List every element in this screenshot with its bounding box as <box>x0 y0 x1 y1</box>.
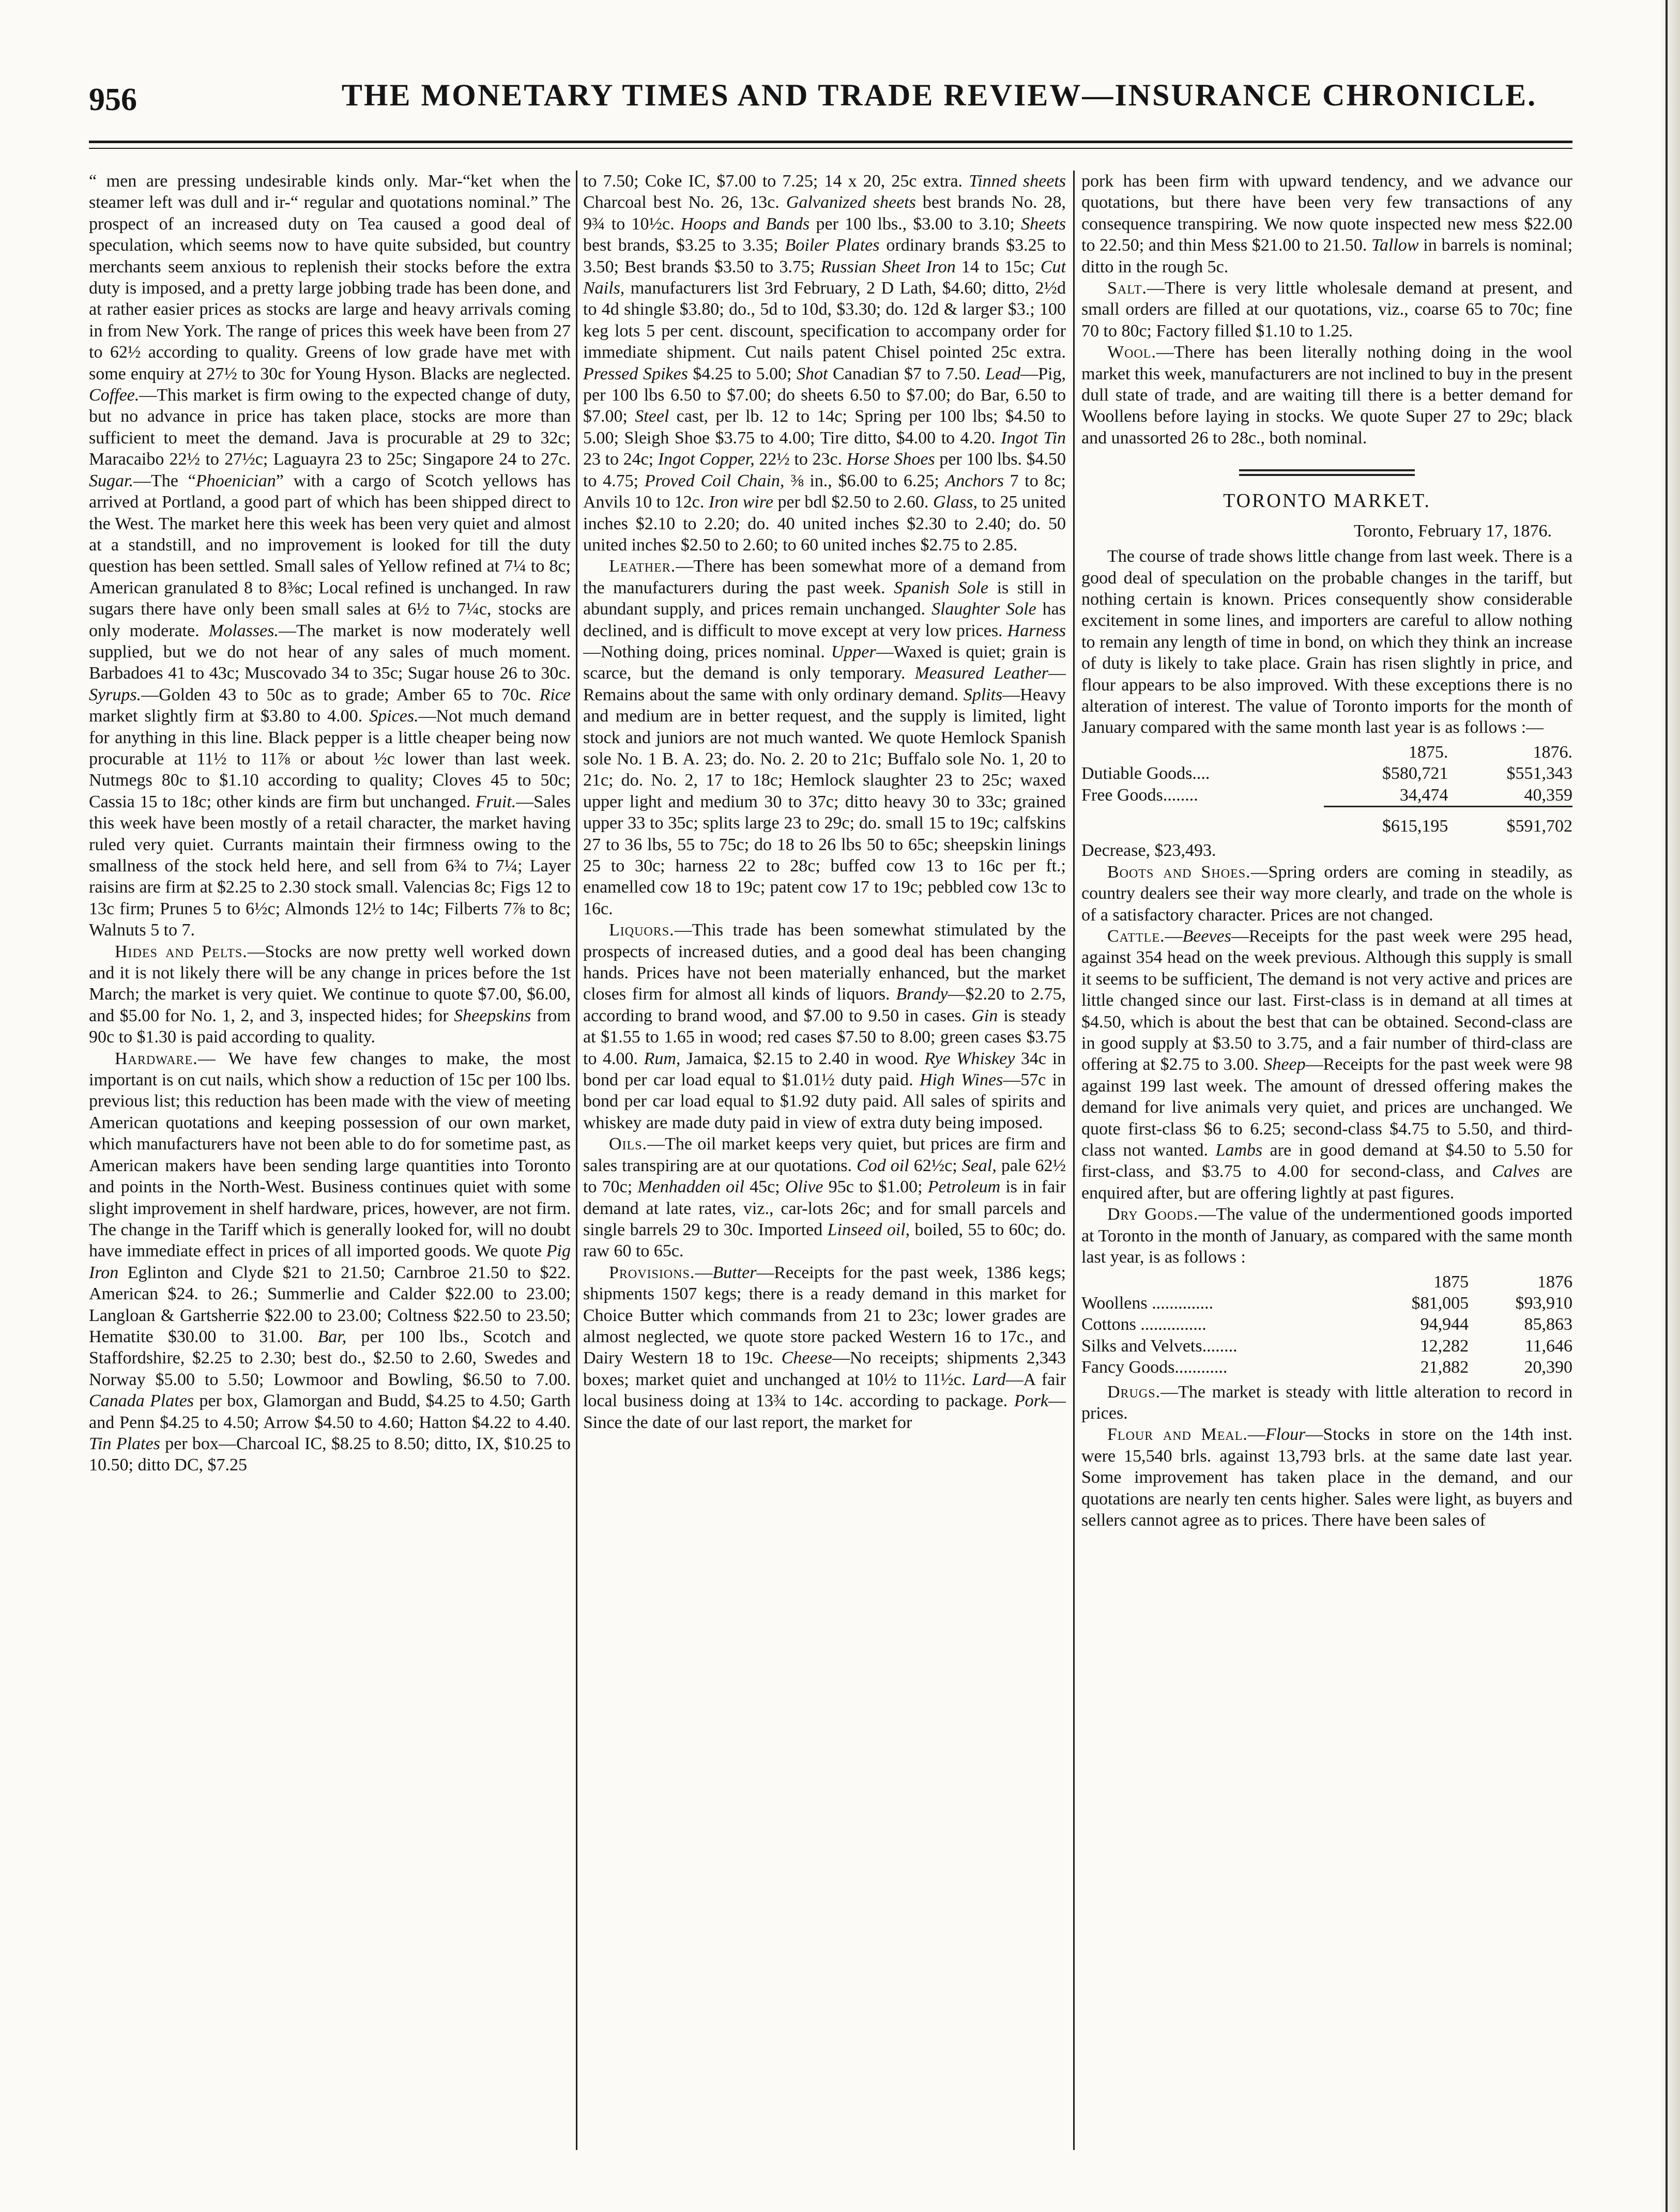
toronto-market-title: TORONTO MARKET. <box>1223 490 1431 512</box>
rice-label: Rice <box>539 685 571 704</box>
section-separator <box>1239 469 1415 476</box>
column-divider-1 <box>576 171 577 2150</box>
running-head-title: THE MONETARY TIMES AND TRADE REVIEW—INSURANCE CHRONICLE. <box>341 78 1537 112</box>
tea-paragraph: “ men are pressing undesirable kinds only. Mar-“ket when the steamer left was dull and ir-“ regular and quotations nominal.” The prospect of an increased duty on Tea caused a good deal of speculation, which seems now to have quite subsided, but country merchants seem anxious to replenish their stocks before the extra duty is imposed, and a pretty large jobbing trade has been done, and at rather easier prices as stocks are large and heavy arrivals coming in from New York. The range of prices this week have been from 27 to 62½ according to quality. Greens of low grade have met with some enquiry at 27½ to 30c for Young Hyson. Blacks are neglected. Coffee.—This market is firm owing to the expected change of duty, but no advance in price has taken place, stocks are more than sufficient to meet the demand. Java is procurable at 29 to 32c; Maracaibo 22½ to 27½c; Laguayra 23 to 25c; Singapore 24 to 27c. Sugar.—The “Phoenician” with a cargo of Scotch yellows has arrived at Portland, a good part of which has been shipped direct to the West. The market here this week has been very quiet and almost at a standstill, and no improvement is looked for till the duty question has been settled. Small sales of Yellow refined at 7¼ to 8c; American granulated 8 to 8⅜c; Local refined is unchanged. In raw sugars there have only been small sales at 6½ to 7¼c, stocks are only moderate. Molasses.—The market is now moderately well supplied, but we do not hear of any sales of much moment. Barbadoes 41 to 43c; Muscovado 34 to 35c; Sugar house 26 to 30c. Syrups.—Golden 43 to 50c as to grade; Amber 65 to 70c. Rice market slightly firm at $3.80 to 4.00. Spices.—Not much demand for anything in this line. Black pepper is a little cheaper being now procurable at 11½ to 11⅞ or about ½c lower than last week. Nutmegs 80c to $1.10 according to quality; Cloves 45 to 50c; Cassia 15 to 18c; other kinds are firm but unchanged. Fruit.—Sales this week have been mostly of a retail character, the market having ruled very quiet. Currants maintain their firmness owing to the smallness of the stock held here, and sell from 6¾ to 7¼; Layer raisins are firm at $2.25 to 2.30 stock small. Valencias 8c; Figs 12 to 13c firm; Prunes 5 to 6½c; Almonds 12½ to 14c; Filberts 7⅞ to 8c; Walnuts 5 to 7. <box>89 172 571 940</box>
header-rule-thin <box>89 148 1572 149</box>
molasses-label: Molasses. <box>208 621 279 640</box>
table-row: Woollens .............. $81,005 $93,910 <box>1081 1293 1572 1313</box>
spices-label: Spices. <box>369 706 419 726</box>
imports-year-1875: 1875. <box>1408 742 1448 762</box>
pork-continued-paragraph: pork has been firm with upward tendency, and we advance our quotations, but there have been very few transactions of any consequence transpiring. We now quote inspected new mess $22.00 to 22.50; and thin Mess $21.00 to 21.50. Tallow in barrels is nominal; ditto in the rough 5c. <box>1081 172 1572 276</box>
oils-paragraph: Oils.—The oil market keeps very quiet, but prices are firm and sales transpiring are at our quotations. Cod oil 62½c; Seal, pale 62½ to 70c; Menhadden oil 45c; Olive 95c to $1.00; Petroleum is in fair demand at late rates, viz., car-lots 26c; and for small parcels and single barrels 29 to 30c. Imported Linseed oil, boiled, 55 to 60c; do. raw 60 to 65c. <box>583 1134 1066 1261</box>
drugs-paragraph: Drugs.—The market is steady with little alteration to record in prices. <box>1081 1382 1572 1423</box>
imports-table-header <box>1081 742 1572 763</box>
page-edge-line <box>1666 0 1668 2212</box>
fruit-label: Fruit. <box>475 792 516 811</box>
provisions-paragraph: Provisions.—Butter—Receipts for the past week, 1386 kegs; shipments 1507 kegs; there is a ready demand in this market for Choice Butter which commands from 21 to 23c; lower grades are almost neglected, we quote store packed Western 16 to 17c., and Dairy Western 18 to 19c. Cheese—No receipts; shipments 2,343 boxes; market quiet and unchanged at 10½ to 11½c. Lard—A fair local business doing at 13¾ to 14c. according to package. Pork—Since the date of our last report, the market for <box>583 1263 1066 1432</box>
table-row: Cottons ............... 94,944 85,863 <box>1081 1315 1572 1334</box>
page-number: 956 <box>89 82 137 117</box>
column-1 <box>89 171 571 2150</box>
cattle-paragraph: Cattle.—Beeves—Receipts for the past week were 295 head, against 354 head on the week previous. Although this supply is small it seems to be sufficient, The demand is not very active and prices are little changed since our last. First-class is in demand at all times at $4.50, which is about the best that can be obtained. Second-class are in good supply at $3.50 to 3.75, and a fair number of third-class are offering at $2.75 to 3.00. Sheep—Receipts for the past week were 98 against 199 last week. The amount of dressed offering makes the demand for live animals very quiet, and prices are unchanged. We quote first-class $6 to 6.25; second-class $4.75 to 5.50, and third-class not wanted. Lambs are in good demand at $4.50 to 5.50 for first-class, and $3.75 to 4.00 for second-class, and Calves are enquired after, but are offering lightly at past figures. <box>1081 927 1572 1203</box>
column-divider-2 <box>1073 171 1075 2150</box>
oils-heading: Oils. <box>609 1134 648 1154</box>
liquors-paragraph: Liquors.—This trade has been somewhat stimulated by the prospects of increased duties, and a good deal has been changing hands. Prices have not been materially enhanced, but the market closes firm for almost all kinds of liquors. Brandy—$2.20 to 2.75, according to brand wood, and $7.00 to 9.50 in cases. Gin is steady at $1.55 to 1.65 in wood; red cases $7.50 to 8.00; green cases $3.75 to 4.00. Rum, Jamaica, $2.15 to 2.40 in wood. Rye Whiskey 34c in bond per car load equal to $1.01½ duty paid. High Wines—57c in bond per car load equal to $1.92 duty paid. All sales of spirits and whiskey are made duty paid in view of extra duty being imposed. <box>583 920 1066 1132</box>
liquors-heading: Liquors. <box>609 920 675 940</box>
hardware-heading: Hardware. <box>115 1049 198 1068</box>
imports-year-1876: 1876. <box>1533 742 1572 762</box>
flour-heading: Flour and Meal. <box>1107 1425 1248 1445</box>
dateline: Toronto, February 17, 1876. <box>1354 521 1552 541</box>
syrups-label: Syrups. <box>89 685 142 704</box>
dry-goods-table <box>1081 1271 1572 1378</box>
column-2 <box>583 171 1066 2150</box>
table-row: Fancy Goods............ 21,882 20,390 <box>1081 1358 1572 1377</box>
sugar-label: Sugar. <box>89 471 133 490</box>
hardware-continued-paragraph: to 7.50; Coke IC, $7.00 to 7.25; 14 x 20, 25c extra. Tinned sheets Charcoal best No. 26, 13c. Galvanized sheets best brands No. 28, 9¾ to 10½c. Hoops and Bands per 100 lbs., $3.00 to 3.10; Sheets best brands, $3.25 to 3.35; Boiler Plates ordinary brands $3.25 to 3.50; Best brands $3.50 to 3.75; Russian Sheet Iron 14 to 15c; Cut Nails, manufacturers list 3rd February, 2 D Lath, $4.60; ditto, 2½d to 4d shingle $3.80; do., 5d to 10d, $3.30; do. 12d & larger $3.; 100 keg lots 5 per cent. discount, specification to accompany order for immediate shipment. Cut nails patent Chisel pointed 25c extra. Pressed Spikes $4.25 to 5.00; Shot Canadian $7 to 7.50. Lead—Pig, per 100 lbs 6.50 to $7.00; do sheets 6.50 to $7.00; do Bar, 6.50 to $7.00; Steel cast, per lb. 12 to 14c; Spring per 100 lbs; $4.50 to 5.00; Sleigh Shoe $3.75 to 4.00; Tire ditto, $4.00 to 4.20. Ingot Tin 23 to 24c; Ingot Copper, 22½ to 23c. Horse Shoes per 100 lbs. $4.50 to 4.75; Proved Coil Chain, ⅜ in., $6.00 to 6.25; Anchors 7 to 8c; Anvils 10 to 12c. Iron wire per bdl $2.50 to 2.60. Glass, to 25 united inches $2.10 to 2.20; do. 40 united inches $2.30 to 2.40; do. 50 united inches $2.50 to 2.60; to 60 united inches $2.75 to 2.85. <box>583 172 1066 555</box>
boots-heading: Boots and Shoes. <box>1107 862 1251 882</box>
hides-heading: Hides and Pelts. <box>115 942 248 961</box>
table-row: Free Goods........ 34,474 40,359 <box>1081 785 1572 805</box>
dry-goods-heading: Dry Goods. <box>1107 1205 1199 1224</box>
dry-goods-table-header: 1875 1876 <box>1433 1272 1572 1292</box>
header-rule-thick <box>89 141 1572 143</box>
dry-goods-paragraph: Dry Goods.—The value of the undermentioned goods imported at Toronto in the month of January, as compared with the same month last year, is as follows : <box>1081 1205 1572 1267</box>
cattle-heading: Cattle. <box>1107 927 1165 946</box>
hardware-paragraph: Hardware.— We have few changes to make, the most important is on cut nails, which show a reduction of 15c per 100 lbs. previous list; this reduction has been made with the view of meeting American quotations and keeping possession of our own market, which manufacturers have not been able to do for sometime past, as American makers have been sending large quantities into Toronto and points in the North-West. Business continues quiet with some slight improvement in shelf hardware, prices, however, are not firm. The change in the Tariff which is generally looked for, will no doubt have immediate effect in prices of all imported goods. We quote Pig Iron Eglinton and Clyde $21 to 21.50; Carnbroe 21.50 to $22. American $24. to 26.; Summerlie and Calder $22.00 to 23.00; Langloan & Gartsherrie $22.00 to 23.00; Coltness $22.50 to 23.50; Hematite $30.00 to 31.00. Bar, per 100 lbs., Scotch and Staffordshire, $2.25 to 2.30; best do., $2.50 to 2.60, Swedes and Norway $5.00 to 5.50; Lowmoor and Bowling, $6.50 to 7.00. Canada Plates per box, Glamorgan and Budd, $4.25 to 4.50; Garth and Penn $4.25 to 4.50; Arrow $4.50 to 4.60; Hatton $4.22 to 4.40. Tin Plates per box—Charcoal IC, $8.25 to 8.50; ditto, IX, $10.25 to 10.50; ditto DC, $7.25 <box>89 1049 571 1475</box>
boots-paragraph: Boots and Shoes.—Spring orders are coming in steadily, as country dealers see their way more clearly, and trade on the whole is of a satisfactory character. Prices are not changed. <box>1081 862 1572 925</box>
table-row: Silks and Velvets........ 12,282 11,646 <box>1081 1336 1572 1356</box>
imports-table <box>1081 742 1572 837</box>
decrease-line: Decrease, $23,493. <box>1081 841 1216 861</box>
leather-paragraph: Leather.—There has been somewhat more of a demand from the manufacturers during the past week. Spanish Sole is still in abundant supply, and prices remain unchanged. Slaughter Sole has declined, and is difficult to move except at very low prices. Harness—Nothing doing, prices nominal. Upper—Waxed is quiet; grain is scarce, but the demand is only temporary. Measured Leather—Remains about the same with only ordinary demand. Splits—Heavy and medium are in better request, and the supply is limited, light stock and juniors are not much wanted. We quote Hemlock Spanish sole No. 1 B. A. 23; do. No. 2. 20 to 21c; Buffalo sole No. 1, 20 to 21c; do. No. 2, 17 to 18c; Hemlock slaughter 23 to 25c; waxed upper light and medium 30 to 37c; ditto heavy 30 to 33c; grained upper 33 to 35c; splits large 23 to 29c; do. small 15 to 19c; calfskins 27 to 36 lbs, 55 to 75c; do 18 to 26 lbs 50 to 65c; sheepskin linings 25 to 30c; harness 22 to 28c; buffed cow 13 to 16c per ft.; enamelled cow 18 to 19c; patent cow 17 to 19c; pebbled cow 13c to 16c. <box>583 557 1066 918</box>
provisions-heading: Provisions. <box>609 1263 695 1282</box>
page-header <box>89 78 1572 134</box>
toronto-intro-paragraph: The course of trade shows little change from last week. There is a good deal of speculation on the probable changes in the tariff, but nothing certain is known. Prices consequently show considerable excitement in some lines, and importers are careful to allow nothing to remain any length of time in bond, on which they think an increase of duty is likely to take place. Grain has risen slightly in price, and flour appears to be also improved. With these exceptions there is no alteration of interest. The value of Toronto imports for the month of January compared with the same month last year is as follows :— <box>1081 547 1572 738</box>
leather-heading: Leather. <box>609 557 676 576</box>
hides-paragraph: Hides and Pelts.—Stocks are now pretty well worked down and it is not likely there will be any change in prices before the 1st March; the market is very quiet. We continue to quote $7.00, $6.00, and $5.00 for No. 1, 2, and 3, inspected hides; for Sheepskins from 90c to $1.30 is paid according to quality. <box>89 942 571 1047</box>
column-3 <box>1081 171 1572 2150</box>
wool-heading: Wool. <box>1107 343 1156 362</box>
salt-heading: Salt. <box>1107 279 1147 298</box>
coffee-label: Coffee. <box>89 386 140 405</box>
drugs-heading: Drugs. <box>1107 1382 1161 1402</box>
page-edge-shadow <box>1660 0 1680 2212</box>
salt-paragraph: Salt.—There is very little wholesale demand at present, and small orders are filled at our quotations, viz., coarse 65 to 70c; fine 70 to 80c; Factory filled $1.10 to 1.25. <box>1081 279 1572 341</box>
flour-paragraph: Flour and Meal.—Flour—Stocks in store on the 14th inst. were 15,540 brls. against 13,793 brls. at the same date last year. Some improvement has taken place in the demand, and our quotations are nearly ten cents higher. Sales were light, as buyers and sellers cannot agree as to prices. There have been sales of <box>1081 1425 1572 1530</box>
imports-total-row: $615,195 $591,702 <box>1081 806 1572 837</box>
wool-paragraph: Wool.—There has been literally nothing doing in the wool market this week, manufacturers are not inclined to buy in the present dull state of trade, and are waiting till there is a better demand for Woollens before laying in stocks. We quote Super 27 to 29c; black and unassorted 26 to 28c., both nominal. <box>1081 343 1572 448</box>
table-row: Dutiable Goods.... $580,721 $551,343 <box>1081 764 1572 784</box>
